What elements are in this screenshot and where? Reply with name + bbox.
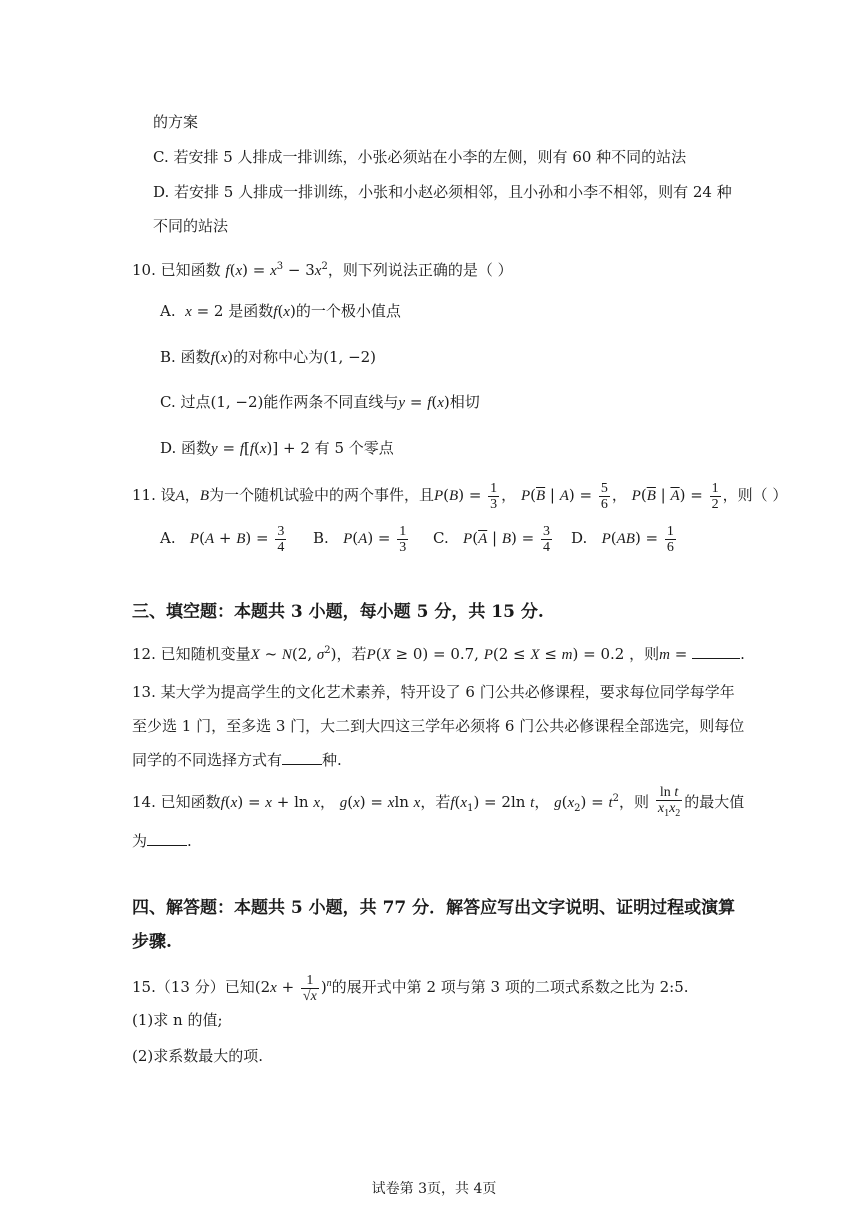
q10-option-c: C. 过点(1, −2)能作两条不同直线与y = f(x)相切 <box>160 393 480 411</box>
q9-option-d: D. 若安排 5 人排成一排训练，小张和小赵必须相邻，且小孙和小李不相邻，则有 24 种 <box>153 183 732 201</box>
q10-option-d: D. 函数y = f[f(x)] + 2 有 5 个零点 <box>160 439 394 457</box>
q13-line-3: 同学的不同选择方式有 种. <box>132 751 342 769</box>
section-4-heading: 四、解答题：本题共 5 小题，共 77 分．解答应写出文字说明、证明过程或演算 <box>132 898 736 918</box>
q10-option-b: B. 函数f(x)的对称中心为(1, −2) <box>160 348 377 366</box>
section-4-heading-continuation: 步骤. <box>132 932 172 952</box>
q13-line-1: 13. 某大学为提高学生的文化艺术素养，特开设了 6 门公共必修课程，要求每位同学每学年 <box>132 683 735 701</box>
q13-line-2: 至少选 1 门，至多选 3 门，大二到大四这三学年必须将 6 门公共必修课程全部选完，则每位 <box>132 717 745 735</box>
answer-blank <box>692 644 740 659</box>
q9-option-d-continuation: 不同的站法 <box>153 217 229 235</box>
q11-option-b: B. P(A) = $\frac{1}{3}$ <box>313 523 407 555</box>
q11-option-d: D. P(AB) = $\frac{1}{6}$ <box>571 523 674 555</box>
q12-stem: 12. 已知随机变量X ~ N(2, $\sigma^2$)，若P(X ≥ 0) = 0.7, P(2 ≤ X ≤ m) = 0.2 ，则m = . <box>132 645 745 663</box>
q14-stem: 14. 已知函数f(x) = x + ln x， g(x) = xln x，若$f(x_1) = 2\ln$ t， $g(x_2) = t^2$，则 $\frac{\text{ln t}}{x_1x_2}$ 的最大值 <box>132 785 745 819</box>
answer-blank <box>147 831 187 846</box>
section-3-heading: 三、填空题：本题共 3 小题，每小题 5 分，共 15 分. <box>132 602 544 622</box>
q9-continuation: 的方案 <box>153 113 199 131</box>
q10-option-a: A. x = 2 是函数f(x)的一个极小值点 <box>160 302 401 320</box>
q11-option-c: C. $P(\overline{A}$ | B) = $\frac{3}{4}$ <box>433 523 550 555</box>
q15-part-2: (2)求系数最大的项. <box>132 1047 264 1065</box>
answer-blank <box>282 750 322 765</box>
page-footer: 试卷第 3页，共 4页 <box>371 1181 497 1197</box>
q15-part-1: (1)求 n 的值; <box>132 1011 223 1029</box>
q14-line-2: 为 . <box>132 832 192 850</box>
q11-stem: 11. 设A，B为一个随机试验中的两个事件，且P(B) = $\frac{1}{3}$ ， $P(\overline{B}$ | A) = $\frac{5}{6}$ ， $P(\overline{B}$ | $\overline{A}$) = $\frac{1}{2}$ ，则（ ） <box>132 480 788 512</box>
q10-stem: 10. 已知函数 $f(x) = x^3 - 3x^2$，则下列说法正确的是（ ） <box>132 261 513 279</box>
q15-stem: 15.（13 分）已知(2x + $\frac{1}{√x}$ )$^n$的展开式中第 2 项与第 3 项的二项式系数之比为 2:5. <box>132 972 689 1004</box>
q11-option-a: A. P(A + B) = $\frac{3}{4}$ <box>160 523 285 555</box>
q9-option-c: C. 若安排 5 人排成一排训练，小张必须站在小李的左侧，则有 60 种不同的站法 <box>153 148 687 166</box>
